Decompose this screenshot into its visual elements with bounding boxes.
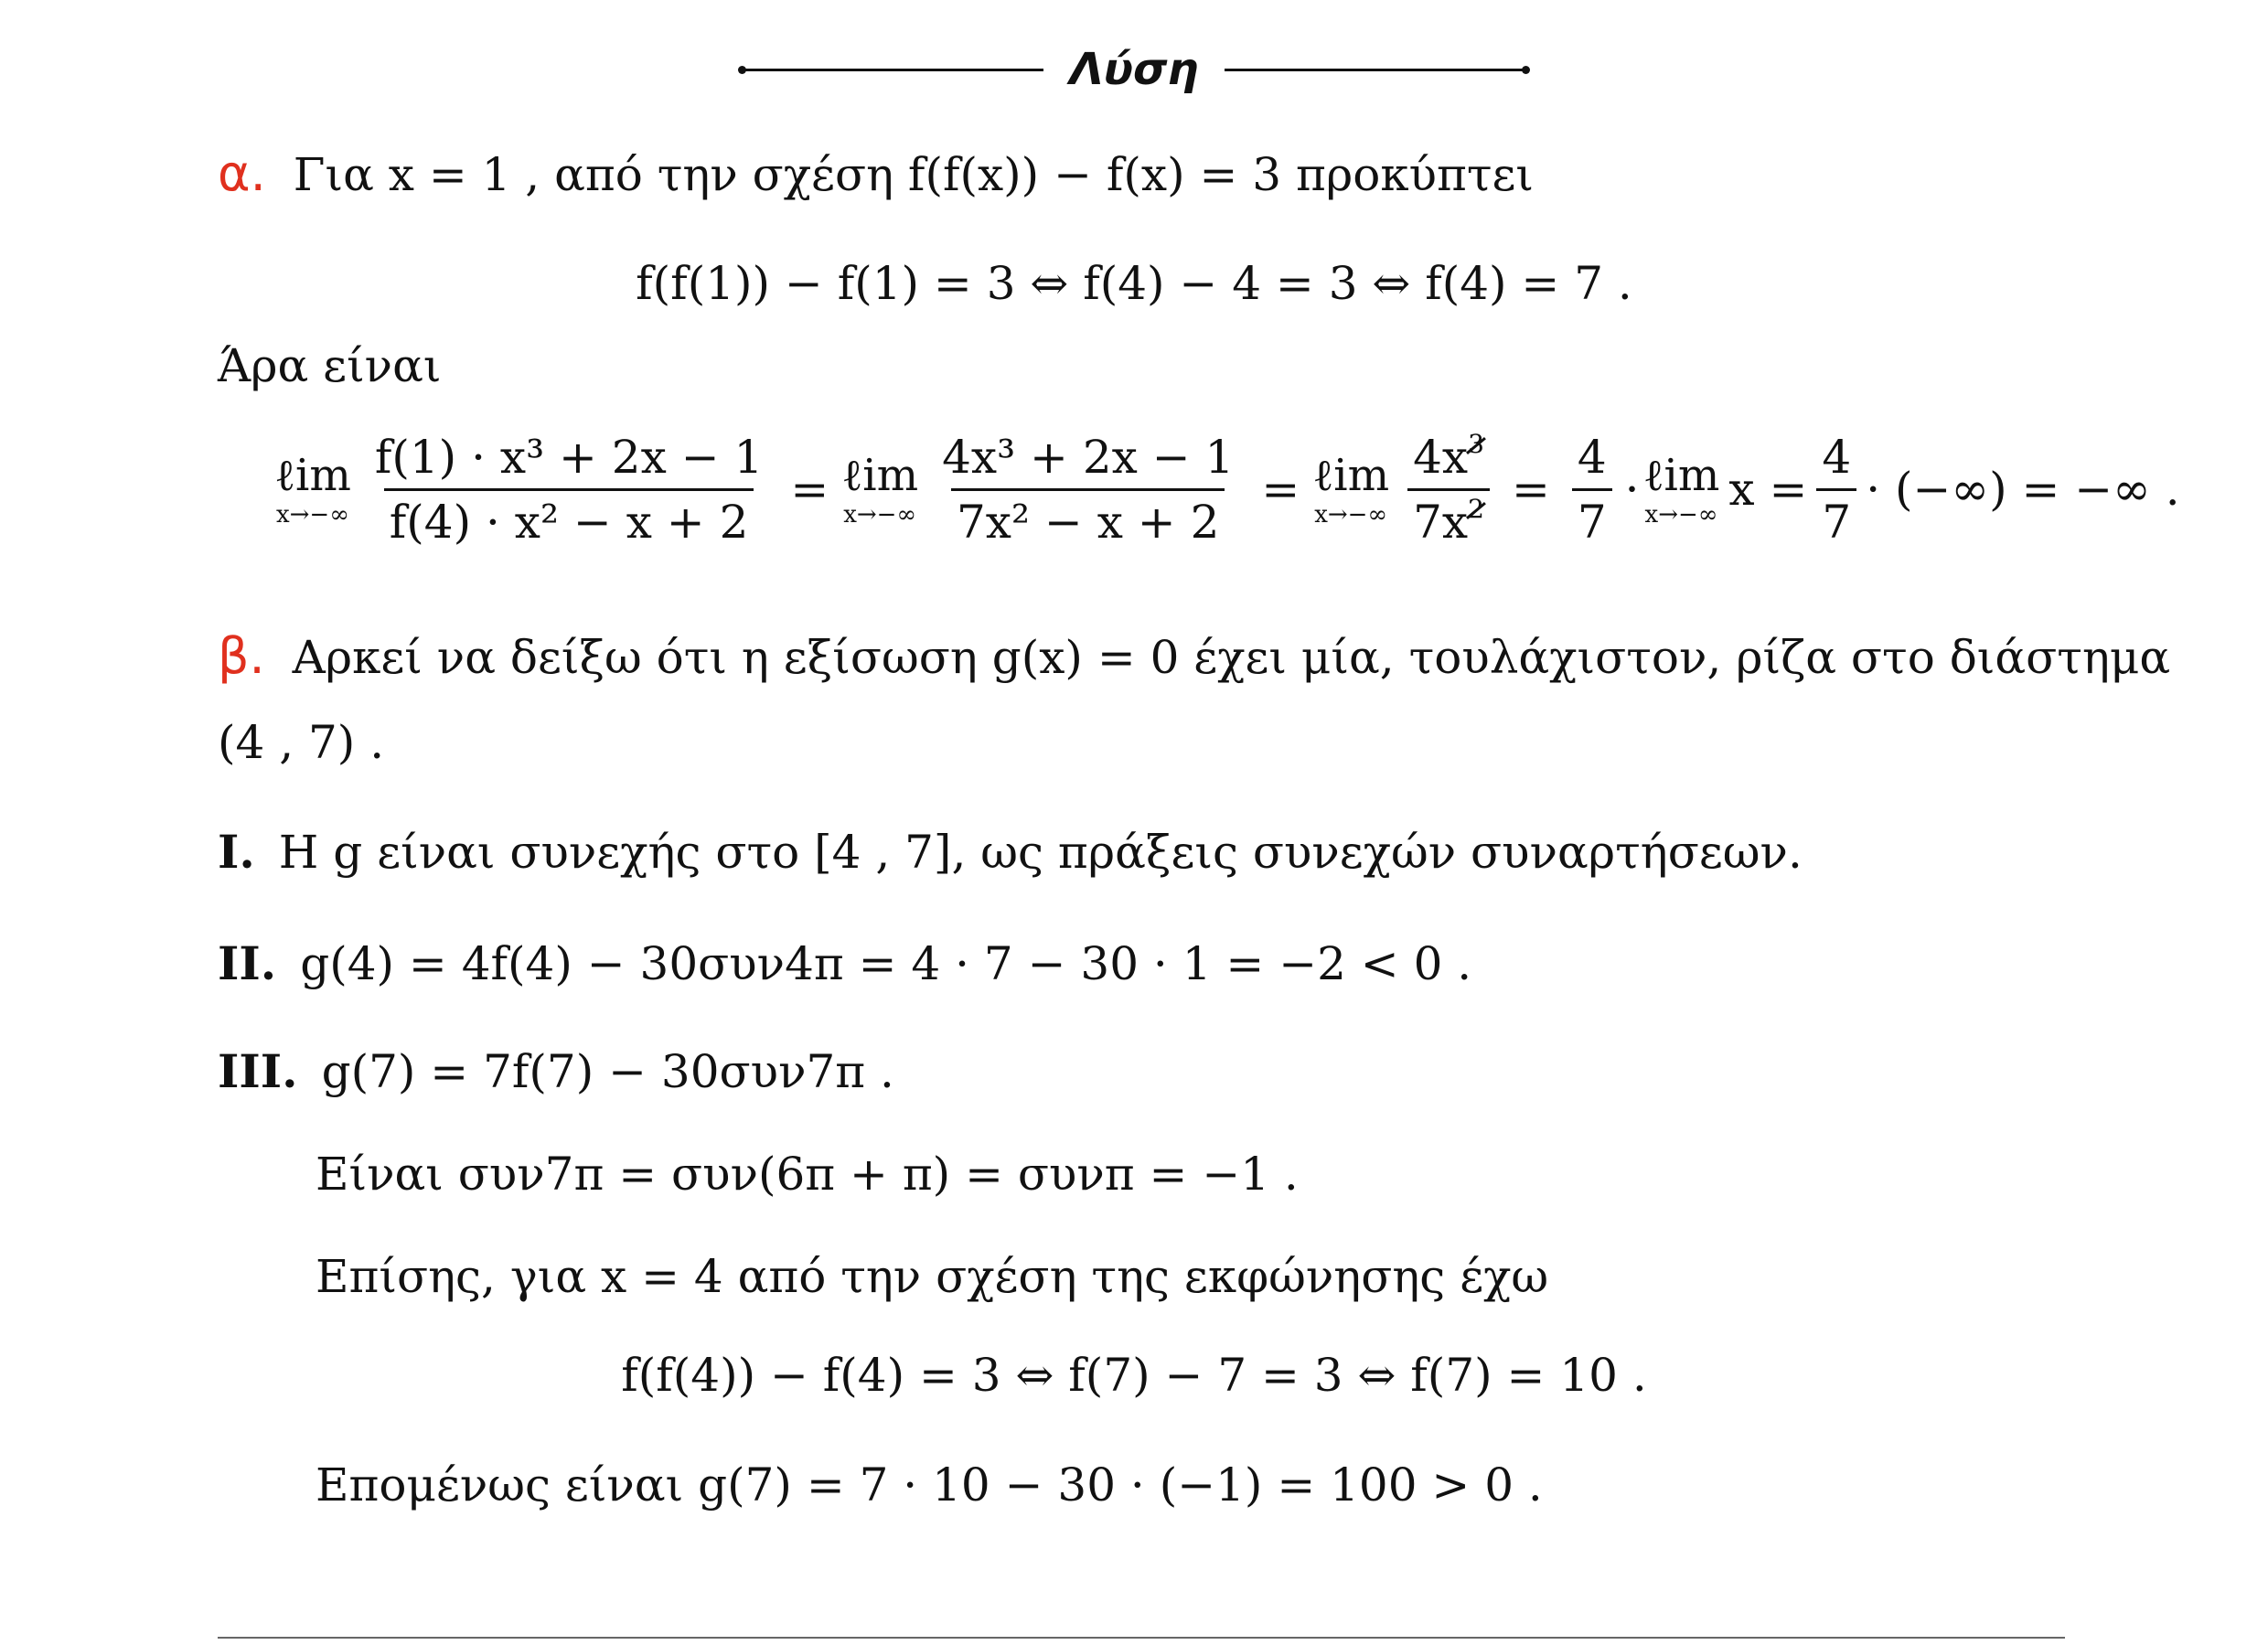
step-i-text: Η g είναι συνεχής στο [4 , 7], ως πράξεις συνεχών συναρτήσεων. xyxy=(278,826,1803,879)
fraction-four-sevenths-2: $\frac{4}{7}$ xyxy=(1816,430,1856,550)
part-a-ara: Άρα είναι xyxy=(218,339,442,392)
step-ii-text: g(4) = 4f(4) − 30συν4π = 4 · 7 − 30 · 1 = −2 < 0 . xyxy=(300,937,1472,990)
limit-chain: ℓim x→−∞ $\frac{\text{f(1) · x³ + 2x − 1}}{\text{f(4) · x² − x + 2}}$ = ℓim x→−∞ $\frac{\text{4x³ + 2x − 1}}{\text{7x² − x + 2}}$ = ℓim x→−∞ $\frac{4x^3}{7x^2}$ = $\frac{4}{7}$ · ℓim x→−∞ x = $\frac{4}{7}$ · (−∞) = −∞ . xyxy=(274,428,2180,549)
line-epomenos: Επομένως είναι g(7) = 7 · 10 − 30 · (−1) = 100 > 0 . xyxy=(316,1458,1543,1511)
part-b-equation: f(f(4)) − f(4) = 3 ⇔ f(7) − 7 = 3 ⇔ f(7) = 10 . xyxy=(621,1349,1647,1402)
header-title: Λύση xyxy=(1069,44,1199,95)
header-left-rule xyxy=(742,69,1043,71)
part-b-label: β. xyxy=(218,627,265,685)
part-b-intro-line xyxy=(218,629,2170,685)
limit-fraction-1: $\frac{\text{f(1) · x³ + 2x − 1}}{\text{f(4) · x² − x + 2}}$ xyxy=(374,430,764,549)
limit-operator-3: ℓim x→−∞ xyxy=(1312,450,1390,529)
step-iii-text: g(7) = 7f(7) − 30συν7π . xyxy=(321,1045,894,1098)
part-a-intro-line xyxy=(218,146,1534,202)
limit-operator-2: ℓim x→−∞ xyxy=(841,450,919,529)
bottom-rule xyxy=(218,1637,2065,1639)
limit-operator-4: ℓim x→−∞ xyxy=(1642,450,1720,529)
line-einai: Είναι συν7π = συν(6π + π) = συνπ = −1 . xyxy=(316,1148,1299,1201)
limit-operator-1: ℓim x→−∞ xyxy=(274,450,351,529)
part-b-intro: Αρκεί να δείξω ότι η εξίσωση g(x) = 0 έχει μία, τουλάχιστον, ρίζα στο διάστημα xyxy=(292,631,2171,684)
solution-header xyxy=(0,42,2268,97)
limit-tail: x = xyxy=(1728,463,1808,516)
header-right-rule xyxy=(1225,69,1526,71)
limit-fraction-2: $\frac{\text{4x³ + 2x − 1}}{\text{7x² − x + 2}}$ xyxy=(942,430,1235,549)
part-a-equation: f(f(1)) − f(1) = 3 ⇔ f(4) − 4 = 3 ⇔ f(4) = 7 . xyxy=(636,257,1632,310)
step-ii-label: II. xyxy=(218,936,277,990)
step-ii-line xyxy=(218,936,1471,991)
line-episis: Επίσης, για x = 4 από την σχέση της εκφώνησης έχω xyxy=(316,1250,1549,1303)
step-iii-label: III. xyxy=(218,1044,298,1098)
part-a-intro: Για x = 1 , από την σχέση f(f(x)) − f(x) = 3 προκύπτει xyxy=(293,148,1534,201)
limit-final: · (−∞) = −∞ . xyxy=(1866,463,2180,516)
step-iii-line xyxy=(218,1044,894,1099)
part-b-interval: (4 , 7) . xyxy=(218,716,385,769)
step-i-label: I. xyxy=(218,825,255,879)
step-i-line xyxy=(218,825,1803,880)
limit-fraction-3: $\frac{4x^3}{7x^2}$ xyxy=(1407,430,1490,550)
fraction-four-sevenths-1: $\frac{4}{7}$ xyxy=(1572,430,1612,550)
part-a-label: α. xyxy=(218,144,266,202)
